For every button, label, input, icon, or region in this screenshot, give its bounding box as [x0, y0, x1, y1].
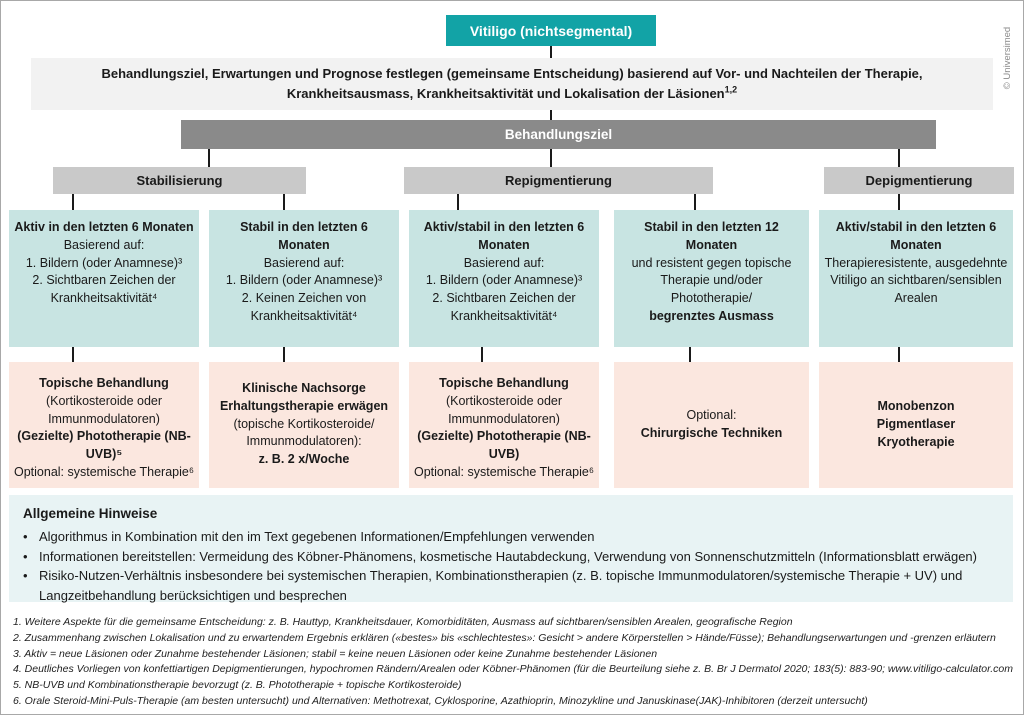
box-line: Chirurgische Techniken — [640, 426, 783, 440]
box-line: 1. Bildern (oder Anamnese)³ — [225, 273, 383, 288]
box-line: Aktiv in den letzten 6 Monaten — [14, 220, 194, 234]
intro-text-main: Behandlungsziel, Erwartungen und Prognose festlegen (gemeinsame Entscheidung) basierend auf Vor- und Nachteilen der Therapie, Krankheitsausmass, Krankheitsaktivität und Lokalisation der Läsionen — [101, 65, 923, 101]
box-line: Topische Behandlung — [39, 376, 169, 390]
branch-repigmentierung — [404, 167, 713, 194]
branch-stabilisierung — [53, 167, 306, 194]
copyright-label: © Universimed — [1002, 26, 1013, 90]
connector — [481, 347, 483, 362]
general-notes-title: Allgemeine Hinweise — [23, 506, 158, 521]
note-item — [23, 547, 999, 567]
connector — [689, 347, 691, 362]
goal-bar-label: Behandlungsziel — [504, 127, 613, 142]
footnote: 2. Zusammenhang zwischen Lokalisation und zu erwartendem Ergebnis erklären («bestes» bis «schlechtestes»: Gesicht > andere Körperstellen > Hände/Füsse); Behandlungserwartungen und -grenzen erläutern — [13, 631, 996, 644]
connector — [208, 149, 210, 167]
connector — [457, 194, 459, 210]
footnote: 1. Weitere Aspekte für die gemeinsame Entscheidung: z. B. Hauttyp, Krankheitsdauer, Komorbiditäten, Ausmass auf sichtbaren/sensiblen Arealen, geografische Region — [13, 616, 793, 628]
footnote: 5. NB-UVB und Kombinationstherapie bevorzugt (z. B. Phototherapie + topische Kortikosteroide) — [13, 679, 462, 691]
branch-depigmentierung — [824, 167, 1014, 194]
footnote: 6. Orale Steroid-Mini-Puls-Therapie (am besten untersucht) und Alternativen: Methotrexat, Cyklosporine, Azathioprin, Minozykline und Januskinase(JAK)-Inhibitoren (derzeit untersucht) — [13, 694, 868, 707]
box-line: Aktiv/stabil in den letzten 6 Monaten — [423, 220, 585, 252]
box-line: begrenztes Ausmass — [649, 308, 774, 323]
box-line: (Kortikosteroide oder Immunmodulatoren) — [45, 393, 163, 426]
box-line: 2. Sichtbaren Zeichen der Krankheitsaktivität⁴ — [32, 273, 176, 305]
note-text: Informationen bereitstellen: Vermeidung des Köbner-Phänomens, kosmetische Hautabdeckung, Verwendung von Sonnenschutzmitteln (Informationsblatt erwägen) — [39, 548, 977, 564]
root-node-vitiligo — [446, 15, 656, 46]
condition-box-stabil-6-monate — [209, 210, 399, 347]
box-line: Optional: — [686, 408, 737, 423]
connector — [898, 194, 900, 210]
bullet-icon: • — [23, 568, 28, 584]
general-notes-box — [9, 495, 1013, 602]
box-line: (Kortikosteroide oder Immunmodulatoren) — [445, 393, 563, 426]
box-line: Stabil in den letzten 12 Monaten — [644, 220, 779, 252]
box-line: Erhaltungstherapie erwägen — [219, 398, 389, 413]
condition-box-aktiv-6-monate — [9, 210, 199, 347]
branch-label: Repigmentierung — [505, 173, 612, 188]
footnote: 4. Deutliches Vorliegen von konfettiartigen Depigmentierungen, hypochromen Rändern/Arealen oder Köbner-Phänomen (für die Beurteilung siehe z. B. Br J Dermatol 2020; 183(5): 883-90; www.vitiligo-calculator.com — [13, 663, 1013, 676]
box-line: Basierend auf: — [463, 255, 545, 270]
connector — [72, 194, 74, 210]
box-line: Optional: systemische Therapie⁶ — [14, 464, 194, 479]
condition-box-stabil-12-monate — [614, 210, 809, 347]
treatment-box-klinische-nachsorge — [209, 362, 399, 488]
bullet-icon: • — [23, 529, 28, 545]
connector — [694, 194, 696, 210]
box-line: Stabil in den letzten 6 Monaten — [240, 220, 368, 252]
connector — [550, 110, 552, 120]
intro-superscript: 1,2 — [724, 84, 738, 95]
box-line: Topische Behandlung — [439, 376, 569, 390]
box-line: Monobenzon — [877, 399, 955, 414]
connector — [550, 46, 552, 58]
note-item — [23, 566, 999, 605]
box-line: z. B. 2 x/Woche — [258, 452, 350, 466]
root-node-label: Vitiligo (nichtsegmental) — [469, 22, 633, 39]
box-line: Pigmentlaser — [876, 417, 956, 432]
note-text: Algorithmus in Kombination mit den im Text gegebenen Informationen/Empfehlungen verwenden — [39, 529, 595, 545]
goal-bar — [181, 120, 936, 149]
box-line: 2. Sichtbaren Zeichen der Krankheitsaktivität⁴ — [432, 291, 576, 323]
box-line: Basierend auf: — [63, 237, 145, 252]
treatment-box-topisch-phototherapie-2 — [409, 362, 599, 488]
bullet-icon: • — [23, 548, 28, 564]
box-line: Klinische Nachsorge — [242, 381, 366, 395]
branch-label: Stabilisierung — [136, 173, 223, 188]
connector — [898, 149, 900, 167]
treatment-box-topisch-phototherapie-1 — [9, 362, 199, 488]
intro-text — [57, 64, 967, 104]
connector — [898, 347, 900, 362]
box-line: (Gezielte) Phototherapie (NB-UVB)⁵ — [17, 429, 191, 461]
condition-box-aktiv-stabil-6-monate — [409, 210, 599, 347]
box-line: 2. Keinen Zeichen von Krankheitsaktivität⁴ — [241, 291, 367, 323]
treatment-box-chirurgische-techniken — [614, 362, 809, 488]
box-line: 1. Bildern (oder Anamnese)³ — [25, 255, 183, 270]
box-line: Therapieresistente, ausgedehnte Vitiligo an sichtbaren/sensiblen Arealen — [824, 255, 1008, 305]
connector — [72, 347, 74, 362]
footnote: 3. Aktiv = neue Läsionen oder Zunahme bestehender Läsionen; stabil = keine neuen Läsionen oder keine Zunahme bestehender Läsionen — [13, 647, 658, 660]
note-item — [23, 527, 999, 547]
branch-label: Depigmentierung — [865, 173, 973, 188]
connector — [283, 347, 285, 362]
box-line: (topische Kortikosteroide/ Immunmodulatoren): — [233, 416, 375, 449]
box-line: Basierend auf: — [263, 255, 345, 270]
note-text: Risiko-Nutzen-Verhältnis insbesondere bei systemischen Therapien, Kombinationstherapien (z. B. topische Immunmodulatoren/systemische Therapie + UV) und Langzeitbehandlung berücksichtigen und besprechen — [39, 568, 963, 603]
treatment-box-depigmentierung-verfahren — [819, 362, 1013, 488]
box-line: und resistent gegen topische Therapie und/oder Phototherapie/ — [631, 255, 792, 305]
box-line: Kryotherapie — [877, 434, 955, 449]
connector — [550, 149, 552, 167]
box-line: (Gezielte) Phototherapie (NB-UVB) — [417, 429, 591, 461]
condition-box-aktiv-stabil-therapieresistent — [819, 210, 1013, 347]
footnotes-block — [13, 615, 1013, 710]
box-line: Optional: systemische Therapie⁶ — [414, 464, 594, 479]
box-line: Aktiv/stabil in den letzten 6 Monaten — [835, 220, 997, 252]
box-line: 1. Bildern (oder Anamnese)³ — [425, 273, 583, 288]
intro-box — [31, 58, 993, 110]
connector — [283, 194, 285, 210]
